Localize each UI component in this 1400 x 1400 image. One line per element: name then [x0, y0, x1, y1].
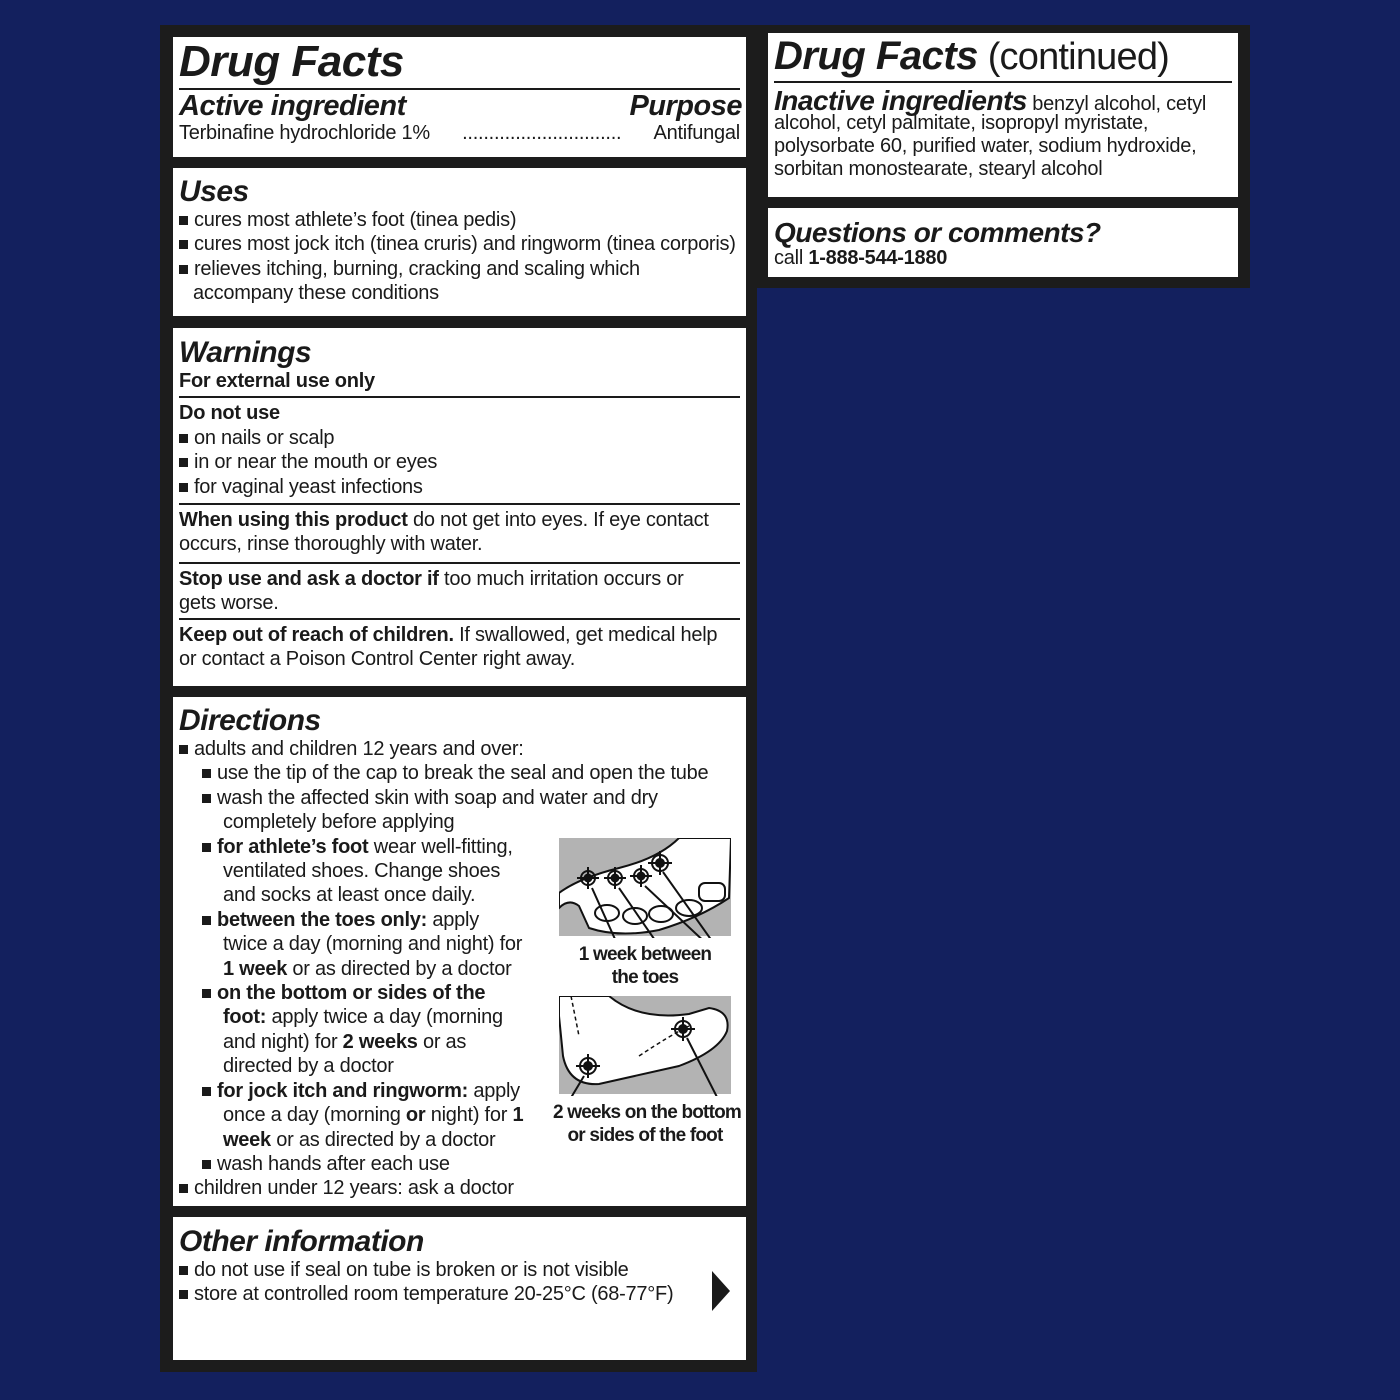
continue-arrow-icon [712, 1271, 730, 1311]
toes-illustration [559, 838, 731, 938]
inactive-ingredients-section [768, 33, 1238, 197]
list-item-continued: completely before applying [223, 811, 455, 834]
text: apply twice a day (morning [266, 1006, 503, 1029]
list-item: on nails or scalp [179, 426, 740, 450]
active-ingredient-heading: Active ingredient [179, 90, 406, 122]
active-ingredient-section [173, 37, 746, 157]
caption-foot [553, 1101, 742, 1147]
duration: 1 [512, 1104, 524, 1127]
duration: 2 weeks [342, 1030, 418, 1053]
list-item: cures most athlete’s foot (tinea pedis) [179, 208, 740, 232]
stop-use-label: Stop use and ask a doctor if [179, 567, 439, 590]
warnings-heading: Warnings [179, 336, 312, 369]
inactive-text: benzyl alcohol, cetyl [1026, 93, 1207, 115]
text: directed by a doctor [223, 1055, 394, 1078]
text: ventilated shoes. Change shoes [223, 860, 501, 883]
text: and night) for [223, 1030, 343, 1053]
call-label: call [774, 247, 809, 269]
inactive-text: sorbitan monostearate, stearyl alcohol [774, 158, 1103, 181]
list-item: for vaginal yeast infections [179, 475, 740, 499]
foot-illustration [559, 996, 731, 1096]
bottom-sides-label: on the bottom or sides of the [179, 981, 740, 1005]
stop-use-text: too much irritation occurs or [438, 567, 684, 590]
athletes-foot-label: for athlete’s foot [217, 835, 369, 858]
bottom-sides-label: foot: [223, 1006, 267, 1029]
continued-title: Drug Facts [774, 34, 978, 78]
duration: 1 week [223, 957, 288, 980]
list-item-continued: accompany these conditions [193, 282, 439, 305]
keep-out-text: or contact a Poison Control Center right away. [179, 648, 576, 671]
between-toes-label: between the toes only: [217, 908, 428, 931]
other-information-section [173, 1217, 746, 1360]
do-not-use-heading: Do not use [179, 402, 280, 425]
when-using-text: do not get into eyes. If eye contact [407, 509, 709, 532]
text: once a day (morning [223, 1104, 406, 1127]
text: night) for [425, 1104, 513, 1127]
directions-heading: Directions [179, 704, 321, 737]
list-item: use the tip of the cap to break the seal and open the tube [179, 761, 740, 785]
text: and socks at least once daily. [223, 884, 476, 907]
keep-out-text: If swallowed, get medical help [453, 623, 718, 646]
other-information-heading: Other information [179, 1225, 424, 1258]
text: or as [417, 1030, 467, 1053]
list-item: children under 12 years: ask a doctor [179, 1176, 740, 1200]
jock-itch-label: for jock itch and ringworm: [217, 1079, 469, 1102]
purpose-heading: Purpose [629, 90, 742, 122]
warnings-section [173, 328, 746, 686]
drug-facts-title: Drug Facts [179, 37, 404, 86]
continued-suffix: (continued) [977, 36, 1170, 78]
text-bold: or [405, 1104, 426, 1127]
duration: week [223, 1128, 271, 1151]
text: wear well-fitting, [368, 835, 513, 858]
external-use: For external use only [179, 370, 375, 392]
purpose-value: Antifungal [653, 122, 740, 144]
caption-line: or sides of the foot [567, 1125, 723, 1146]
phone-number[interactable]: 1-888-544-1880 [808, 247, 948, 269]
text: or as directed by a doctor [287, 957, 512, 980]
text: or as directed by a doctor [270, 1128, 496, 1151]
list-item: wash the affected skin with soap and water and dry [179, 786, 740, 810]
questions-section [768, 208, 1238, 277]
directions-section [173, 697, 746, 1206]
text: twice a day (morning and night) for [223, 933, 523, 956]
leader-dots: .............................. [462, 122, 622, 144]
stop-use-text: gets worse. [179, 592, 279, 615]
list-item: in or near the mouth or eyes [179, 450, 740, 474]
when-using-label: When using this product [179, 509, 408, 532]
list-item: relieves itching, burning, cracking and scaling which [179, 257, 740, 281]
caption-line: 2 weeks on the bottom [553, 1102, 742, 1123]
ingredient-name: Terbinafine hydrochloride 1% [179, 122, 430, 144]
text: apply [427, 908, 479, 931]
keep-out-label: Keep out of reach of children. [179, 623, 454, 646]
caption-line: the toes [611, 967, 679, 988]
inactive-text: polysorbate 60, purified water, sodium hydroxide, [774, 135, 1197, 158]
text: apply [468, 1079, 520, 1102]
list-item: wash hands after each use [179, 1152, 740, 1176]
inactive-text: alcohol, cetyl palmitate, isopropyl myristate, [774, 112, 1149, 135]
list-item: store at controlled room temperature 20-25°C (68-77°F) [179, 1282, 740, 1306]
uses-heading: Uses [179, 175, 249, 208]
questions-heading: Questions or comments? [774, 217, 1101, 248]
caption-toes [559, 943, 731, 989]
list-item: adults and children 12 years and over: [179, 737, 740, 761]
inactive-heading: Inactive ingredients [774, 85, 1027, 116]
list-item: do not use if seal on tube is broken or is not visible [179, 1258, 740, 1282]
when-using-text: occurs, rinse thoroughly with water. [179, 533, 483, 556]
caption-line: 1 week between [578, 944, 712, 965]
uses-section [173, 168, 746, 316]
list-item: cures most jock itch (tinea cruris) and ringworm (tinea corporis) [179, 232, 740, 256]
